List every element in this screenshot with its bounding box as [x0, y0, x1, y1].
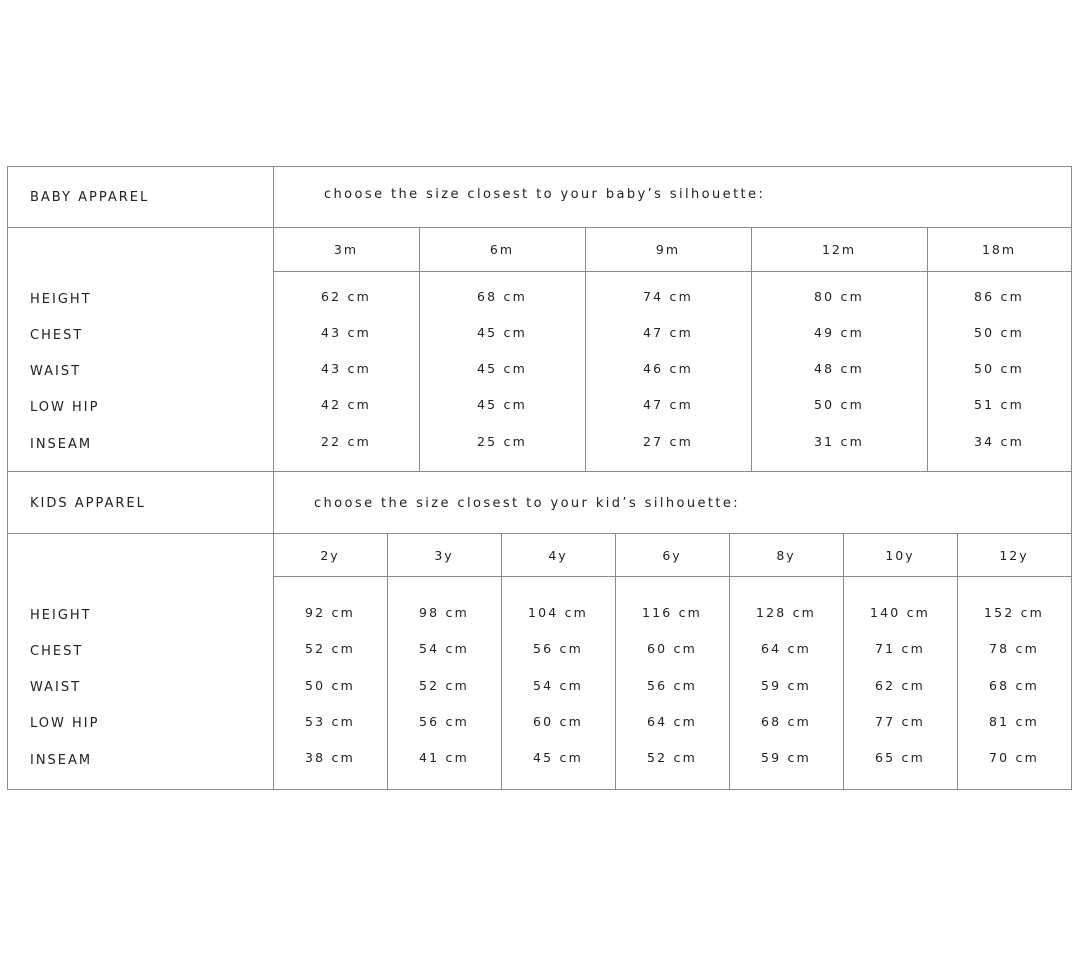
kids-size-header: 2y [320, 548, 340, 563]
kids-value: 50 cm [305, 678, 355, 693]
kids-value: 152 cm [983, 605, 1045, 620]
kids-size-header: 6y [662, 548, 682, 563]
baby-value: 74 cm [643, 289, 693, 304]
baby-value: 34 cm [974, 434, 1024, 449]
kids-value: 38 cm [305, 750, 355, 765]
kids-value: 71 cm [875, 641, 925, 656]
baby-value: 50 cm [974, 361, 1024, 376]
kids-row-label: HEIGHT [30, 608, 92, 623]
kids-size-header-underline [273, 576, 1072, 577]
section-divider [7, 471, 1072, 472]
kids-value: 116 cm [641, 605, 703, 620]
kids-section-title: KIDS APPAREL [30, 496, 146, 511]
kids-value: 45 cm [533, 750, 583, 765]
kids-row-label: LOW HIP [30, 716, 100, 731]
baby-value: 51 cm [974, 397, 1024, 412]
kids-value: 68 cm [761, 714, 811, 729]
baby-value: 25 cm [477, 434, 527, 449]
kids-size-header: 8y [776, 548, 796, 563]
kids-header-divider [7, 533, 1072, 534]
baby-value: 80 cm [814, 289, 864, 304]
kids-value: 92 cm [305, 605, 355, 620]
baby-size-header: 12m [821, 242, 857, 257]
baby-row-label: INSEAM [30, 437, 93, 452]
baby-value: 46 cm [643, 361, 693, 376]
baby-value: 45 cm [477, 361, 527, 376]
kids-value: 128 cm [755, 605, 817, 620]
kids-value: 60 cm [533, 714, 583, 729]
baby-value: 62 cm [321, 289, 371, 304]
baby-row-label: WAIST [30, 364, 82, 379]
kids-value: 78 cm [989, 641, 1039, 656]
border-top [7, 166, 1072, 167]
kids-value: 41 cm [419, 750, 469, 765]
baby-value: 47 cm [643, 397, 693, 412]
baby-size-header: 18m [981, 242, 1017, 257]
kids-value: 104 cm [527, 605, 589, 620]
kids-value: 56 cm [533, 641, 583, 656]
kids-value: 64 cm [647, 714, 697, 729]
kids-value: 64 cm [761, 641, 811, 656]
kids-row-label: INSEAM [30, 753, 93, 768]
baby-value: 47 cm [643, 325, 693, 340]
baby-section-title: BABY APPAREL [30, 190, 150, 205]
baby-size-header: 9m [655, 242, 681, 257]
kids-row-label: CHEST [30, 644, 84, 659]
kids-size-header: 3y [434, 548, 454, 563]
baby-value: 50 cm [974, 325, 1024, 340]
baby-value: 42 cm [321, 397, 371, 412]
baby-value: 31 cm [814, 434, 864, 449]
kids-size-header: 12y [999, 548, 1029, 563]
baby-instruction: choose the size closest to your baby’s silhouette: [324, 187, 766, 202]
baby-size-header: 3m [333, 242, 359, 257]
kids-size-header: 4y [548, 548, 568, 563]
kids-value: 52 cm [647, 750, 697, 765]
baby-value: 43 cm [321, 325, 371, 340]
baby-row-label: CHEST [30, 328, 84, 343]
border-left [7, 166, 8, 790]
baby-value: 49 cm [814, 325, 864, 340]
baby-value: 43 cm [321, 361, 371, 376]
baby-value: 48 cm [814, 361, 864, 376]
kids-value: 54 cm [533, 678, 583, 693]
kids-value: 98 cm [419, 605, 469, 620]
kids-value: 140 cm [869, 605, 931, 620]
kids-value: 68 cm [989, 678, 1039, 693]
baby-value: 45 cm [477, 325, 527, 340]
kids-value: 52 cm [419, 678, 469, 693]
baby-value: 22 cm [321, 434, 371, 449]
kids-row-label: WAIST [30, 680, 82, 695]
kids-value: 77 cm [875, 714, 925, 729]
kids-value: 52 cm [305, 641, 355, 656]
baby-header-divider [7, 227, 1072, 228]
kids-value: 59 cm [761, 750, 811, 765]
kids-value: 65 cm [875, 750, 925, 765]
kids-size-header: 10y [885, 548, 915, 563]
border-right [1071, 166, 1072, 790]
kids-value: 62 cm [875, 678, 925, 693]
label-column-divider [273, 166, 274, 790]
baby-value: 27 cm [643, 434, 693, 449]
baby-value: 86 cm [974, 289, 1024, 304]
baby-value: 45 cm [477, 397, 527, 412]
kids-value: 56 cm [647, 678, 697, 693]
kids-value: 81 cm [989, 714, 1039, 729]
baby-size-header-underline [273, 271, 1072, 272]
baby-size-header: 6m [489, 242, 515, 257]
kids-value: 53 cm [305, 714, 355, 729]
kids-value: 70 cm [989, 750, 1039, 765]
baby-value: 68 cm [477, 289, 527, 304]
border-bottom [7, 789, 1072, 790]
kids-value: 56 cm [419, 714, 469, 729]
baby-row-label: LOW HIP [30, 400, 100, 415]
kids-value: 59 cm [761, 678, 811, 693]
kids-value: 54 cm [419, 641, 469, 656]
kids-instruction: choose the size closest to your kid’s silhouette: [314, 496, 741, 511]
baby-value: 50 cm [814, 397, 864, 412]
baby-row-label: HEIGHT [30, 292, 92, 307]
kids-value: 60 cm [647, 641, 697, 656]
